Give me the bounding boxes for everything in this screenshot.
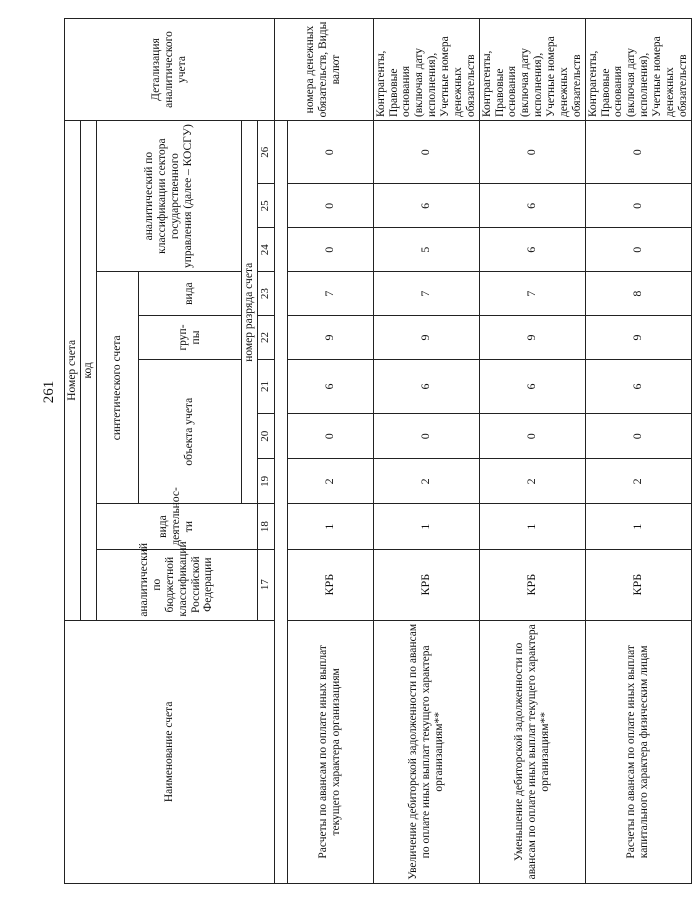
- column-number: 19: [257, 459, 274, 504]
- header-digit-number: номер разряда счета: [241, 121, 257, 504]
- digit-cell: 0: [585, 228, 691, 272]
- digit-cell: 6: [479, 184, 585, 228]
- column-number: 21: [257, 359, 274, 413]
- detail-cell: Контрагенты, Правовые основания (включая дату исполнения), Учетные номера денежных обязательств: [479, 19, 585, 121]
- header-account-object: объекта учета: [138, 359, 241, 504]
- account-name-cell: Расчеты по авансам по оплате иных выплат текущего характера организациям: [287, 620, 373, 883]
- digit-cell: 7: [287, 272, 373, 316]
- account-name-cell: Увеличение дебиторской задолженности по авансам по оплате иных выплат текущего характера организациям**: [373, 620, 479, 883]
- header-account-name: Наименование счета: [65, 620, 275, 883]
- digit-cell: 2: [287, 459, 373, 504]
- digit-cell: 2: [585, 459, 691, 504]
- digit-cell: 9: [585, 316, 691, 360]
- header-group: груп-пы: [138, 316, 241, 360]
- activity-code-cell: 1: [479, 504, 585, 549]
- header-synthetic: синтетического счета: [96, 272, 138, 504]
- digit-cell: 8: [585, 272, 691, 316]
- digit-cell: 0: [585, 184, 691, 228]
- header-kosgu: аналитический по классификации сектора государственного управления (далее – КОСГУ): [96, 121, 241, 272]
- digit-cell: 0: [287, 121, 373, 184]
- document-sheet: [64, 18, 689, 884]
- digit-cell: 2: [479, 459, 585, 504]
- activity-code-cell: 1: [373, 504, 479, 549]
- header-analytic-budget: аналитический по бюджетной классификации Российской Федерации: [96, 549, 257, 620]
- column-number: 18: [257, 504, 274, 549]
- digit-cell: 9: [479, 316, 585, 360]
- budget-code-cell: КРБ: [373, 549, 479, 620]
- account-name-cell: Уменьшение дебиторской задолженности по авансам по оплате иных выплат текущего характера организациям**: [479, 620, 585, 883]
- digit-cell: 6: [479, 359, 585, 413]
- column-number: 22: [257, 316, 274, 360]
- digit-cell: 9: [373, 316, 479, 360]
- digit-cell: 0: [373, 414, 479, 459]
- digit-cell: 0: [585, 414, 691, 459]
- digit-cell: 6: [479, 228, 585, 272]
- header-activity-type: вида деятельнос-ти: [96, 504, 257, 549]
- header-kind: вида: [138, 272, 241, 316]
- digit-cell: 7: [479, 272, 585, 316]
- budget-code-cell: КРБ: [287, 549, 373, 620]
- detail-cell: Контрагенты, Правовые основания (включая дату исполнения), Учетные номера денежных обязательств: [373, 19, 479, 121]
- budget-code-cell: КРБ: [479, 549, 585, 620]
- digit-cell: 7: [373, 272, 479, 316]
- budget-code-cell: КРБ: [585, 549, 691, 620]
- digit-cell: 0: [287, 414, 373, 459]
- digit-cell: 6: [373, 359, 479, 413]
- digit-cell: 5: [373, 228, 479, 272]
- digit-cell: 0: [373, 121, 479, 184]
- blank-row: [274, 121, 287, 884]
- digit-cell: 6: [287, 359, 373, 413]
- header-detail: Детализация аналитического учета: [65, 19, 275, 121]
- digit-cell: 6: [585, 359, 691, 413]
- account-name-cell: Расчеты по авансам по оплате иных выплат капитального характера физическим лицам: [585, 620, 691, 883]
- column-number: 17: [257, 549, 274, 620]
- column-number: 23: [257, 272, 274, 316]
- digit-cell: 0: [287, 184, 373, 228]
- digit-cell: 9: [287, 316, 373, 360]
- column-number: 26: [257, 121, 274, 184]
- column-number: 24: [257, 228, 274, 272]
- column-number: 20: [257, 414, 274, 459]
- digit-cell: 2: [373, 459, 479, 504]
- column-number: 25: [257, 184, 274, 228]
- digit-cell: 0: [287, 228, 373, 272]
- digit-cell: 0: [479, 121, 585, 184]
- digit-cell: 6: [373, 184, 479, 228]
- activity-code-cell: 1: [585, 504, 691, 549]
- accounts-table: [64, 18, 692, 884]
- header-account-number: Номер счета: [65, 121, 81, 621]
- activity-code-cell: 1: [287, 504, 373, 549]
- digit-cell: 0: [479, 414, 585, 459]
- page-number: 261: [41, 380, 57, 404]
- detail-cell: номера денежных обязательств, Виды валют: [274, 19, 373, 121]
- detail-cell: Контрагенты, Правовые основания (включая дату исполнения), Учетные номера денежных обязательств: [585, 19, 691, 121]
- digit-cell: 0: [585, 121, 691, 184]
- header-code: код: [80, 121, 96, 621]
